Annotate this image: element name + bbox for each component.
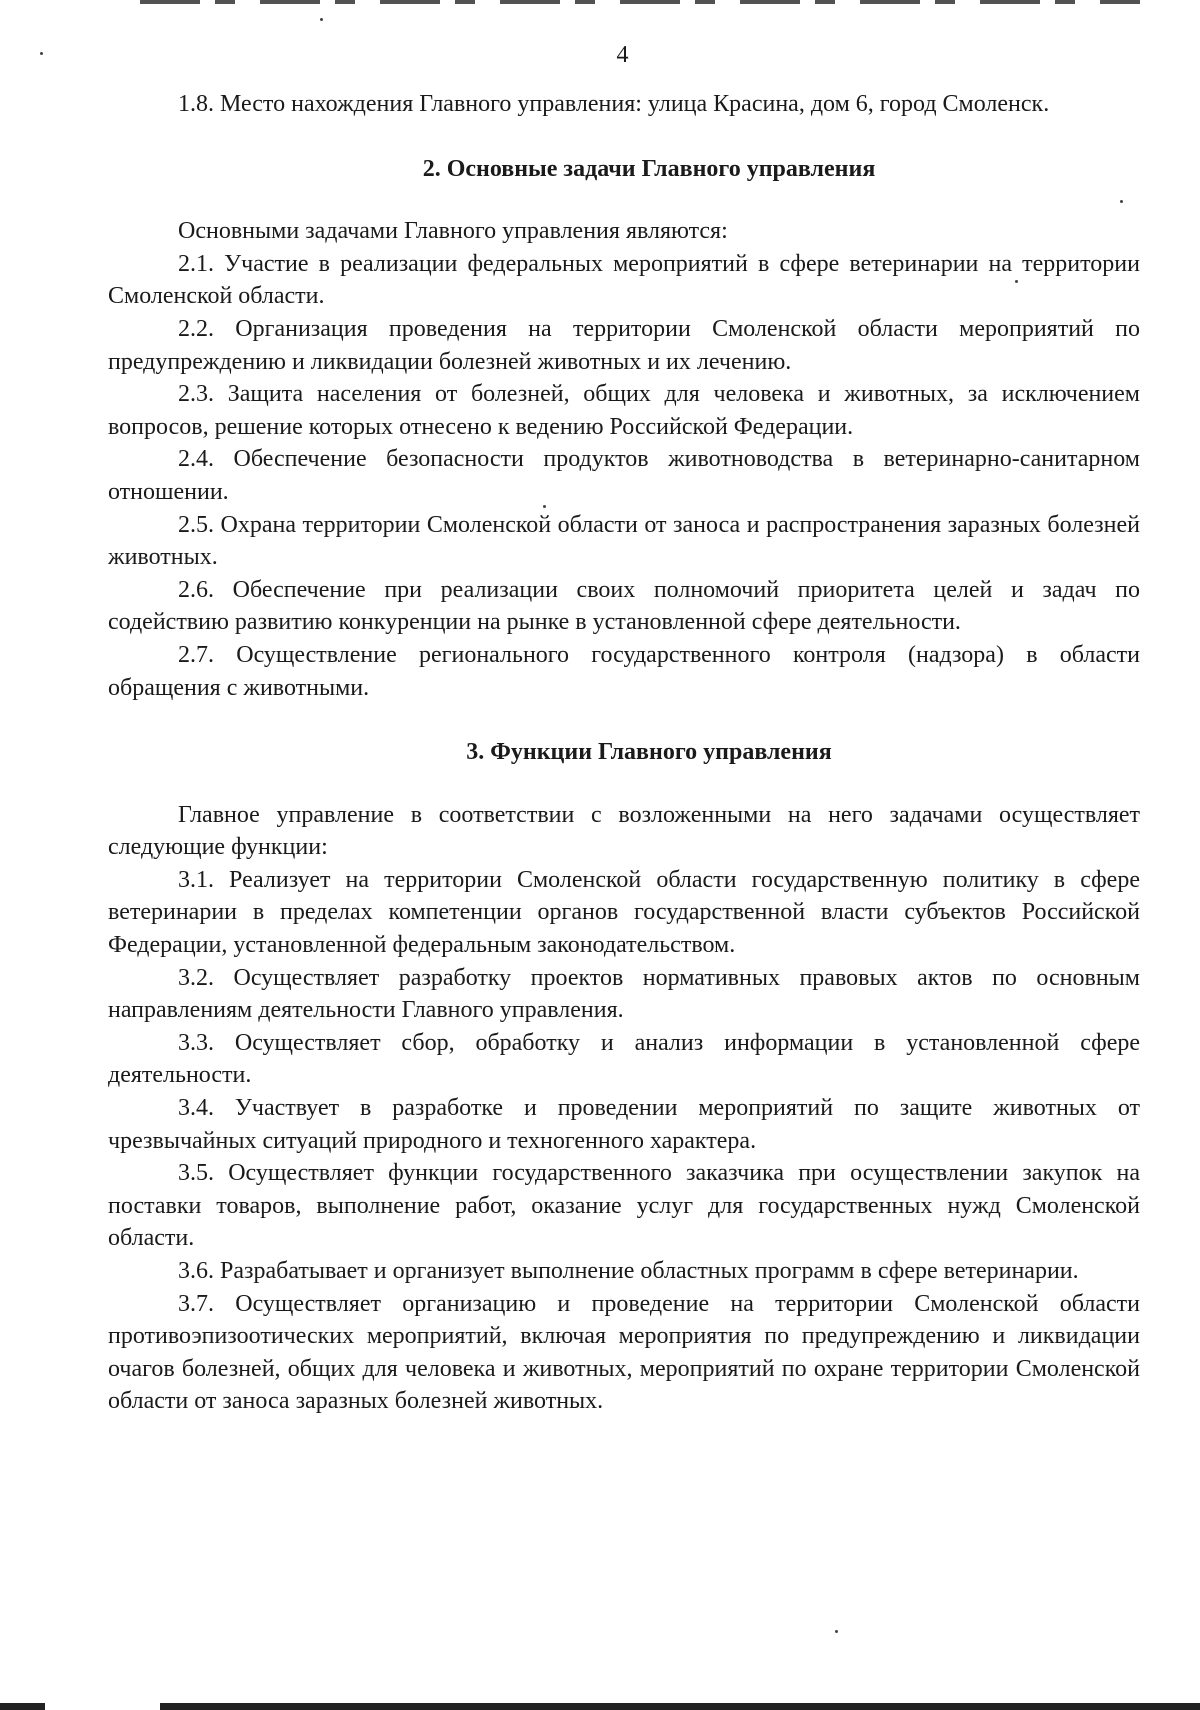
paragraph-2-5: 2.5. Охрана территории Смоленской области от заноса и распространения заразных болезней животных. <box>108 511 1140 571</box>
section-2-heading: 2. Основные задачи Главного управления <box>422 155 876 182</box>
paragraph-3-4: 3.4. Участвует в разработке и проведении мероприятий по защите животных от чрезвычайных ситуаций природного и техногенного характера. <box>108 1095 1140 1154</box>
paragraph-2-1: 2.1. Участие в реализации федеральных мероприятий в сфере ветеринарии на территории Смоленской области. <box>108 250 1140 310</box>
paragraph-2-2: 2.2. Организация проведения на территории Смоленской области мероприятий по предупреждению и ликвидации болезней животных и их лечению. <box>108 315 1140 375</box>
scan-artifact-top <box>140 0 1140 4</box>
paragraph-3-3: 3.3. Осуществляет сбор, обработку и анализ информации в установленной сфере деятельности. <box>108 1029 1140 1089</box>
document-body <box>108 88 1140 1418</box>
paragraph-1-8: 1.8. Место нахождения Главного управления: улица Красина, дом 6, город Смоленск. <box>178 91 1050 117</box>
section-2-intro: Основными задачами Главного управления являются: <box>178 218 728 245</box>
section-3-heading: 3. Функции Главного управления <box>466 739 832 766</box>
scan-artifact-bottom <box>0 1703 1200 1710</box>
paragraph-3-5: 3.5. Осуществляет функции государственного заказчика при осуществлении закупок на поставки товаров, выполнение работ, оказание услуг для государственных нужд Смоленской области. <box>108 1160 1140 1252</box>
page-number: 4 <box>616 42 629 68</box>
paragraph-3-2: 3.2. Осуществляет разработку проектов нормативных правовых актов по основным направлениям деятельности Главного управления. <box>108 964 1140 1024</box>
paragraph-2-6: 2.6. Обеспечение при реализации своих полномочий приоритета целей и задач по содействию развитию конкуренции на рынке в установленной сфере деятельности. <box>108 576 1140 636</box>
scan-speck <box>320 18 323 21</box>
paragraph-2-7: 2.7. Осуществление регионального государственного контроля (надзора) в области обращения с животными. <box>108 641 1140 701</box>
scan-speck <box>835 1630 838 1633</box>
paragraph-3-7: 3.7. Осуществляет организацию и проведение на территории Смоленской области противоэпизоотических мероприятий, включая мероприятия по предупреждению и ликвидации очагов болезней, общих для человека и животных, мероприятий по охране территории Смоленской области от заноса заразных болезней животных. <box>108 1290 1140 1415</box>
section-3-intro: Главное управление в соответствии с возложенными на него задачами осуществляет следующие функции: <box>108 801 1140 861</box>
paragraph-3-6: 3.6. Разрабатывает и организует выполнение областных программ в сфере ветеринарии. <box>178 1258 1079 1284</box>
paragraph-3-1: 3.1. Реализует на территории Смоленской области государственную политику в сфере ветеринарии в пределах компетенции органов государственной власти субъектов Российской Федерации, установленной федеральным законодательством. <box>108 866 1140 959</box>
paragraph-2-3: 2.3. Защита населения от болезней, общих для человека и животных, за исключением вопросов, решение которых отнесено к ведению Российской Федерации. <box>108 381 1140 440</box>
paragraph-2-4: 2.4. Обеспечение безопасности продуктов животноводства в ветеринарно-санитарном отношении. <box>108 446 1140 505</box>
